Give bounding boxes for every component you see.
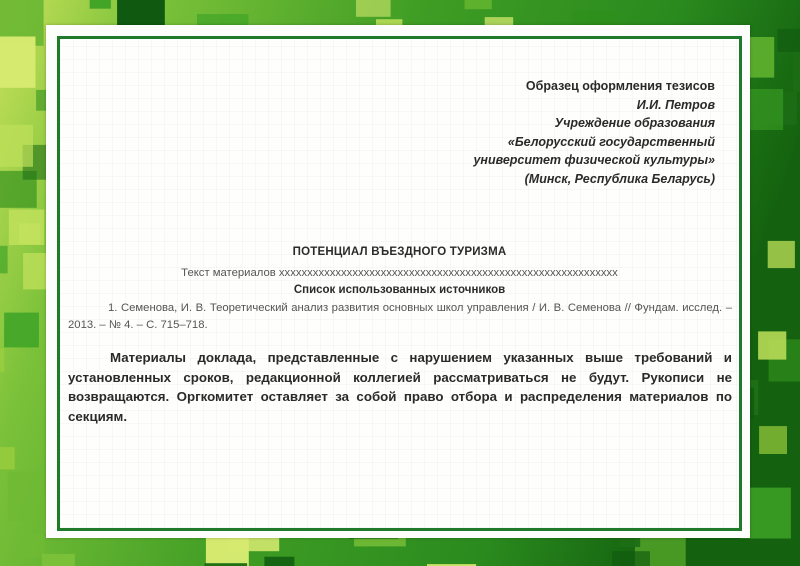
mosaic-tile [768,241,795,268]
mosaic-tile [90,0,111,9]
institution-type: Учреждение образования [554,116,715,131]
green-frame [57,36,742,531]
mosaic-tile [42,554,75,566]
mosaic-tile [356,0,391,17]
mosaic-tile [0,125,33,167]
materials-text: Текст материалов хххххххххххххххххххххххххххххххххххххххххххххххххххххххххххх [181,267,618,279]
mosaic-tile [4,313,39,348]
author-block [473,77,715,189]
mosaic-tile [759,426,787,454]
mosaic-tile [9,210,45,246]
mosaic-tile [21,534,45,558]
mosaic-tile [612,551,650,566]
sources-heading: Список использованных источников [293,284,506,296]
author-name: И.И. Петров [636,97,715,112]
mosaic-tile [0,246,8,274]
mosaic-tile [793,48,800,93]
institution-name-line1: «Белорусский государственный [507,134,715,149]
submission-notice: Материалы доклада, представленные с нарушением указанных выше требований и установленных сроков, редакционной коллегией рассматриваться не будут. Рукописи не возвращаются. Оргкомитет оставляет за собой право отбора и распределения материалов по секциям. [68,350,732,424]
source-item: 1. Семенова, И. В. Теоретический анализ развития основных школ управления / И. В. Семенова // Фундам. исслед. – 2013. – № 4. – С. 715–718. [68,302,732,331]
mosaic-tile [777,29,800,52]
mosaic-tile [0,348,4,372]
thesis-sample-card [46,25,750,538]
mosaic-tile [758,331,786,359]
sample-label: Образец оформления тезисов [525,79,715,93]
institution-location: (Минск, Республика Беларусь) [524,171,715,186]
mosaic-tile [0,447,15,469]
thesis-title: ПОТЕНЦИАЛ ВЪЕЗДНОГО ТУРИЗМА [292,246,507,258]
institution-name-line2: университет физической культуры» [473,153,715,168]
mosaic-tile [465,0,492,9]
mosaic-tile [264,557,294,566]
mosaic-tile [0,37,35,88]
